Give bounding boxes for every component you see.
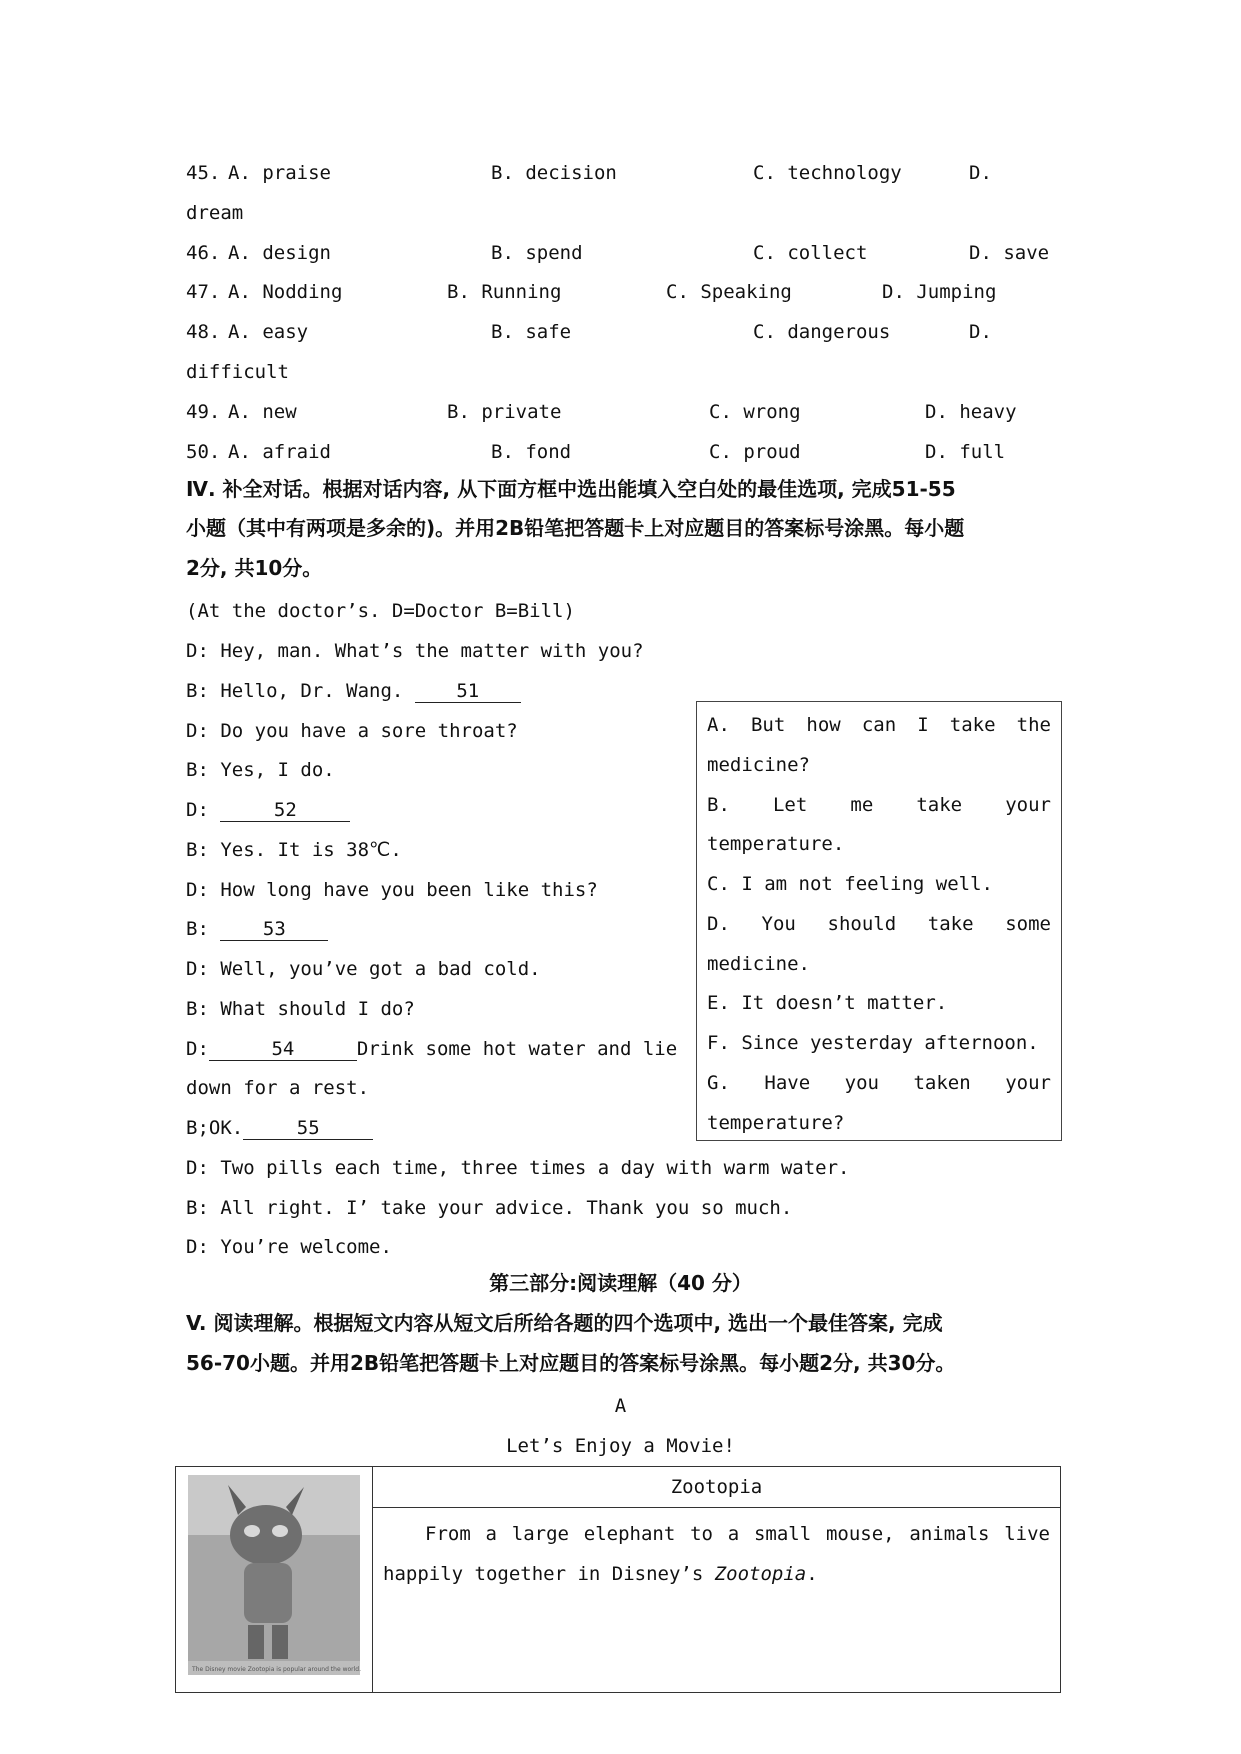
q48-option-b: B. safe [491, 321, 572, 343]
desc-word: From [425, 1523, 471, 1545]
q47-number: 47. [186, 281, 221, 303]
dialogue-line: B: What should I do? [186, 998, 415, 1020]
movie-title: Zootopia [373, 1467, 1060, 1508]
option-g-word: Have [764, 1072, 811, 1094]
q45-option-d-text: dream [186, 202, 244, 224]
option-e: E. It doesn’t matter. [707, 992, 948, 1014]
option-d-word: D. [707, 913, 730, 935]
desc-word: small [753, 1523, 812, 1545]
section4-instruction-line2: 小题（其中有两项是多余的)。并用2B铅笔把答题卡上对应题目的答案标号涂黑。每小题 [186, 516, 965, 540]
q49-number: 49. [186, 401, 221, 423]
q50-option-a: A. afraid [228, 441, 331, 463]
dialogue-intro: (At the doctor’s. D=Doctor B=Bill) [186, 600, 575, 622]
dialogue-line: down for a rest. [186, 1077, 370, 1099]
q49-option-c: C. wrong [709, 401, 801, 423]
dialogue-line: D: You’re welcome. [186, 1236, 392, 1258]
q48-option-a: A. easy [228, 321, 309, 343]
q47-option-c: C. Speaking [666, 281, 792, 303]
q49-option-d: D. heavy [925, 401, 1017, 423]
option-g-word: you [844, 1072, 879, 1094]
section5-instruction-line2: 56-70小题。并用2B铅笔把答题卡上对应题目的答案标号涂黑。每小题2分, 共30分。 [186, 1351, 956, 1375]
dialogue-text: Drink some hot water and lie [356, 1038, 678, 1060]
movie-desc-line2 [383, 1554, 1050, 1594]
blank-51: 51 [415, 680, 521, 703]
option-b-word: B. [707, 794, 730, 816]
dialogue-line: D: Hey, man. What’s the matter with you? [186, 640, 644, 662]
option-f: F. Since yesterday afternoon. [707, 1032, 1039, 1054]
blank-54: 54 [209, 1038, 357, 1061]
q46-option-c: C. collect [753, 242, 868, 264]
q48-option-d: D. [969, 321, 992, 343]
dialogue-line: D: Well, you’ve got a bad cold. [186, 958, 541, 980]
q46-option-d: D. save [969, 242, 1050, 264]
option-d-cont: medicine. [707, 953, 810, 975]
option-d-word: take [927, 913, 974, 935]
zootopia-character-image [188, 1475, 360, 1675]
q47-option-b: B. Running [447, 281, 562, 303]
option-c: C. I am not feeling well. [707, 873, 993, 895]
desc-word: mouse, [825, 1523, 895, 1545]
q49-option-b: B. private [447, 401, 562, 423]
desc-word: large [511, 1523, 569, 1545]
option-a [707, 712, 1051, 738]
option-a-cont: medicine? [707, 754, 810, 776]
option-d-word: some [1005, 913, 1051, 935]
desc-word: a [485, 1523, 497, 1545]
q47-option-d: D. Jumping [882, 281, 997, 303]
q45-option-a: A. praise [228, 162, 331, 184]
dialogue-text: B;OK. [186, 1117, 244, 1139]
option-g-word: your [1005, 1072, 1051, 1094]
q45-option-b: B. decision [491, 162, 617, 184]
option-g-cont: temperature? [707, 1112, 845, 1134]
dialogue-line: B: All right. I’ take your advice. Thank you so much. [186, 1197, 793, 1219]
dialogue-line: D: How long have you been like this? [186, 879, 598, 901]
movie-table [175, 1466, 1061, 1693]
option-g-word: G. [707, 1072, 730, 1094]
option-a-word: how [806, 714, 841, 736]
q50-option-c: C. proud [709, 441, 801, 463]
option-a-word: take [949, 714, 996, 736]
option-d-word: You [761, 913, 796, 935]
movie-info-cell [373, 1467, 1061, 1693]
desc-text: happily together in Disney’s [383, 1563, 715, 1585]
desc-movie-name: Zootopia [714, 1563, 807, 1585]
desc-word: to [690, 1523, 713, 1545]
option-b-word: Let [772, 794, 808, 816]
photo-caption: The Disney movie Zootopia is popular around the world. [192, 1666, 361, 1673]
option-a-word: I [917, 714, 929, 736]
dialogue-line [186, 797, 350, 823]
q48-option-c: C. dangerous [753, 321, 891, 343]
q46-option-a: A. design [228, 242, 331, 264]
section4-instruction-line3: 2分, 共10分。 [186, 556, 323, 580]
blank-53: 53 [220, 918, 328, 941]
option-a-word: A. [707, 714, 730, 736]
dialogue-text: B: [186, 918, 221, 940]
movie-photo [188, 1475, 360, 1675]
option-a-word: But [750, 714, 786, 736]
q45-option-c: C. technology [753, 162, 902, 184]
option-b-word: me [850, 794, 874, 816]
part3-title: 第三部分:阅读理解（40 分） [489, 1271, 752, 1295]
q49-option-a: A. new [228, 401, 297, 423]
blank-55: 55 [243, 1117, 373, 1140]
q46-number: 46. [186, 242, 221, 264]
desc-word: a [727, 1523, 740, 1545]
desc-word: animals [909, 1523, 990, 1545]
dialogue-line: D: Do you have a sore throat? [186, 720, 518, 742]
dialogue-text: D: [186, 1038, 209, 1060]
dialogue-line [186, 678, 521, 704]
option-b [707, 792, 1051, 818]
option-a-word: can [861, 714, 897, 736]
dialogue-text: B: Hello, Dr. Wang. [186, 680, 415, 702]
dialogue-line: D: Two pills each time, three times a day with warm water. [186, 1157, 850, 1179]
option-a-word: the [1016, 714, 1051, 736]
dialogue-line [186, 1036, 677, 1062]
desc-text: . [806, 1563, 818, 1585]
movie-desc-line1 [383, 1514, 1050, 1554]
q50-number: 50. [186, 441, 221, 463]
q48-number: 48. [186, 321, 221, 343]
option-b-cont: temperature. [707, 833, 845, 855]
q50-option-d: D. full [925, 441, 1006, 463]
dialogue-line: B: Yes. It is 38℃. [186, 839, 402, 861]
option-d [707, 911, 1051, 937]
dialogue-line [186, 916, 328, 942]
section5-instruction-line1: V. 阅读理解。根据短文内容从短文后所给各题的四个选项中, 选出一个最佳答案, 完成 [186, 1311, 943, 1335]
movie-description [373, 1508, 1060, 1600]
option-g-word: taken [913, 1072, 971, 1094]
movie-photo-cell [176, 1467, 373, 1693]
passage-title: Let’s Enjoy a Movie! [506, 1435, 735, 1457]
dialogue-line [186, 1115, 373, 1141]
answer-options-box [696, 701, 1062, 1141]
option-d-word: should [827, 913, 897, 935]
option-b-word: take [916, 794, 963, 816]
q47-option-a: A. Nodding [228, 281, 343, 303]
desc-word: live [1004, 1523, 1050, 1545]
q45-option-d: D. [969, 162, 992, 184]
dialogue-text: D: [186, 799, 221, 821]
q48-option-d-text: difficult [186, 361, 289, 383]
q45-number: 45. [186, 162, 221, 184]
passage-letter: A [614, 1395, 627, 1417]
q46-option-b: B. spend [491, 242, 583, 264]
desc-word: elephant [583, 1523, 676, 1545]
dialogue-line: B: Yes, I do. [186, 759, 335, 781]
option-g [707, 1070, 1051, 1096]
option-b-word: your [1005, 794, 1051, 816]
blank-52: 52 [220, 799, 350, 822]
section4-instruction-line1: Ⅳ. 补全对话。根据对话内容, 从下面方框中选出能填入空白处的最佳选项, 完成51-55 [186, 477, 956, 501]
q50-option-b: B. fond [491, 441, 572, 463]
